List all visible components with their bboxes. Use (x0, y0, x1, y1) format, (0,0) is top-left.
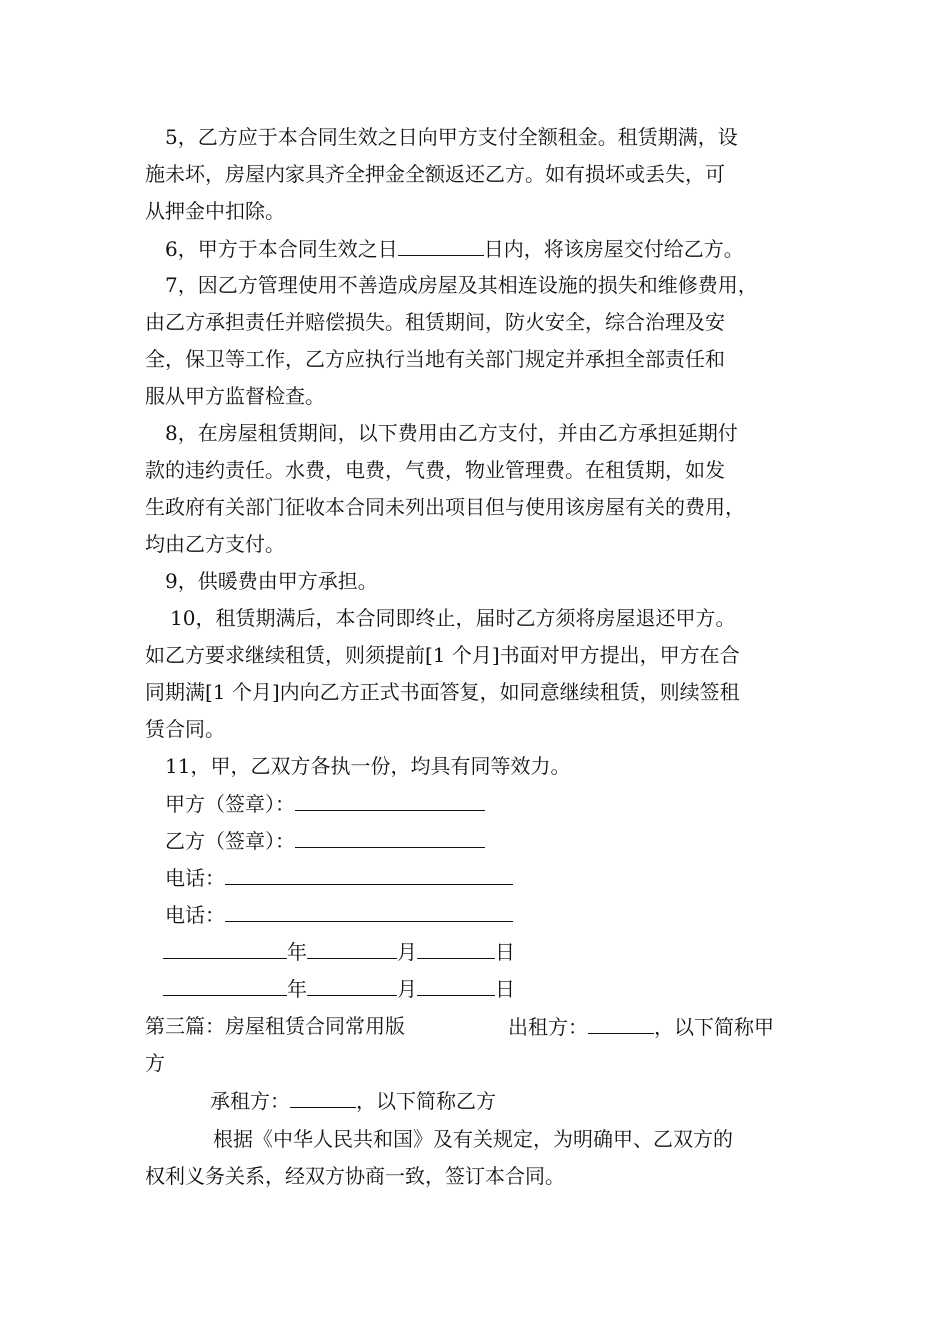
lessee-blank[interactable] (290, 1087, 356, 1108)
lessor-suffix: ，以下简称甲 (654, 1015, 774, 1039)
clause-6-line (165, 235, 744, 262)
clause-10-line-3: 同期满[1 个月]内向乙方正式书面答复，如同意继续租赁，则续签租 (145, 680, 740, 704)
clause-8-line-4: 均由乙方支付。 (145, 532, 285, 556)
clause-5-line-3: 从押金中扣除。 (145, 199, 285, 223)
phone-blank-1[interactable] (225, 864, 513, 885)
clause-8-line-3: 生政府有关部门征收本合同未列出项目但与使用该房屋有关的费用， (145, 495, 745, 519)
preamble-line-2: 权利义务关系，经双方协商一致，签订本合同。 (145, 1164, 565, 1188)
lessee-line (210, 1087, 496, 1114)
clause-6-text-b: 日内，将该房屋交付给乙方。 (483, 237, 744, 261)
party-a-signature-line (165, 790, 485, 817)
clause-10-line-4: 赁合同。 (145, 717, 225, 741)
lessor-label: 出租方： (508, 1015, 588, 1039)
clause-8-line-2: 款的违约责任。水费，电费，气费，物业管理费。在租赁期，如发 (145, 458, 725, 482)
month-blank-1[interactable] (307, 938, 397, 959)
party-b-signature-label: 乙方（签章）： (165, 829, 295, 853)
clause-10-line-2: 如乙方要求继续租赁，则须提前[1 个月]书面对甲方提出，甲方在合 (145, 643, 740, 667)
year-blank-1[interactable] (163, 938, 287, 959)
party-a-signature-label: 甲方（签章）： (165, 792, 295, 816)
preamble-line-1: 根据《中华人民共和国》及有关规定，为明确甲、乙双方的 (213, 1127, 733, 1151)
party-b-signature-blank[interactable] (295, 827, 485, 848)
date-line-1 (163, 938, 515, 965)
day-blank-2[interactable] (417, 975, 495, 996)
lessor-blank[interactable] (588, 1013, 654, 1034)
phone-label-1: 电话： (165, 866, 225, 890)
clause-5-line-2: 施未坏，房屋内家具齐全押金全额返还乙方。如有损坏或丢失，可 (145, 162, 725, 186)
party-a-signature-blank[interactable] (295, 790, 485, 811)
month-label-2: 月 (397, 977, 417, 1001)
day-label-2: 日 (495, 977, 515, 1001)
day-label-1: 日 (495, 940, 515, 964)
lessee-label: 承租方： (210, 1089, 290, 1113)
phone-line-1 (165, 864, 513, 891)
date-line-2 (163, 975, 515, 1002)
month-label-1: 月 (397, 940, 417, 964)
clause-7-line-1: 7，因乙方管理使用不善造成房屋及其相连设施的损失和维修费用， (165, 273, 758, 297)
clause-5-line-1: 5，乙方应于本合同生效之日向甲方支付全额租金。租赁期满，设 (165, 125, 738, 149)
clause-7-line-4: 服从甲方监督检查。 (145, 384, 325, 408)
clause-10-line-1: 10，租赁期满后，本合同即终止，届时乙方须将房屋退还甲方。 (170, 606, 736, 630)
clause-7-line-2: 由乙方承担责任并赔偿损失。租赁期间，防火安全，综合治理及安 (145, 310, 725, 334)
party-b-signature-line (165, 827, 485, 854)
section-three-title: 第三篇：房屋租赁合同常用版 (145, 1014, 405, 1038)
clause-6-text-a: 6，甲方于本合同生效之日 (165, 237, 398, 261)
phone-line-2 (165, 901, 513, 928)
clause-11-line: 11，甲，乙双方各执一份，均具有同等效力。 (165, 754, 571, 778)
days-blank (398, 235, 484, 256)
lessee-suffix: ，以下简称乙方 (356, 1089, 496, 1113)
phone-label-2: 电话： (165, 903, 225, 927)
phone-blank-2[interactable] (225, 901, 513, 922)
clause-8-line-1: 8，在房屋租赁期间，以下费用由乙方支付，并由乙方承担延期付 (165, 421, 738, 445)
lessor-line-wrap: 方 (145, 1051, 165, 1075)
clause-7-line-3: 全，保卫等工作，乙方应执行当地有关部门规定并承担全部责任和 (145, 347, 725, 371)
year-blank-2[interactable] (163, 975, 287, 996)
year-label-1: 年 (287, 940, 307, 964)
year-label-2: 年 (287, 977, 307, 1001)
lessor-line (508, 1013, 774, 1040)
clause-9-line: 9，供暖费由甲方承担。 (165, 569, 378, 593)
month-blank-2[interactable] (307, 975, 397, 996)
day-blank-1[interactable] (417, 938, 495, 959)
